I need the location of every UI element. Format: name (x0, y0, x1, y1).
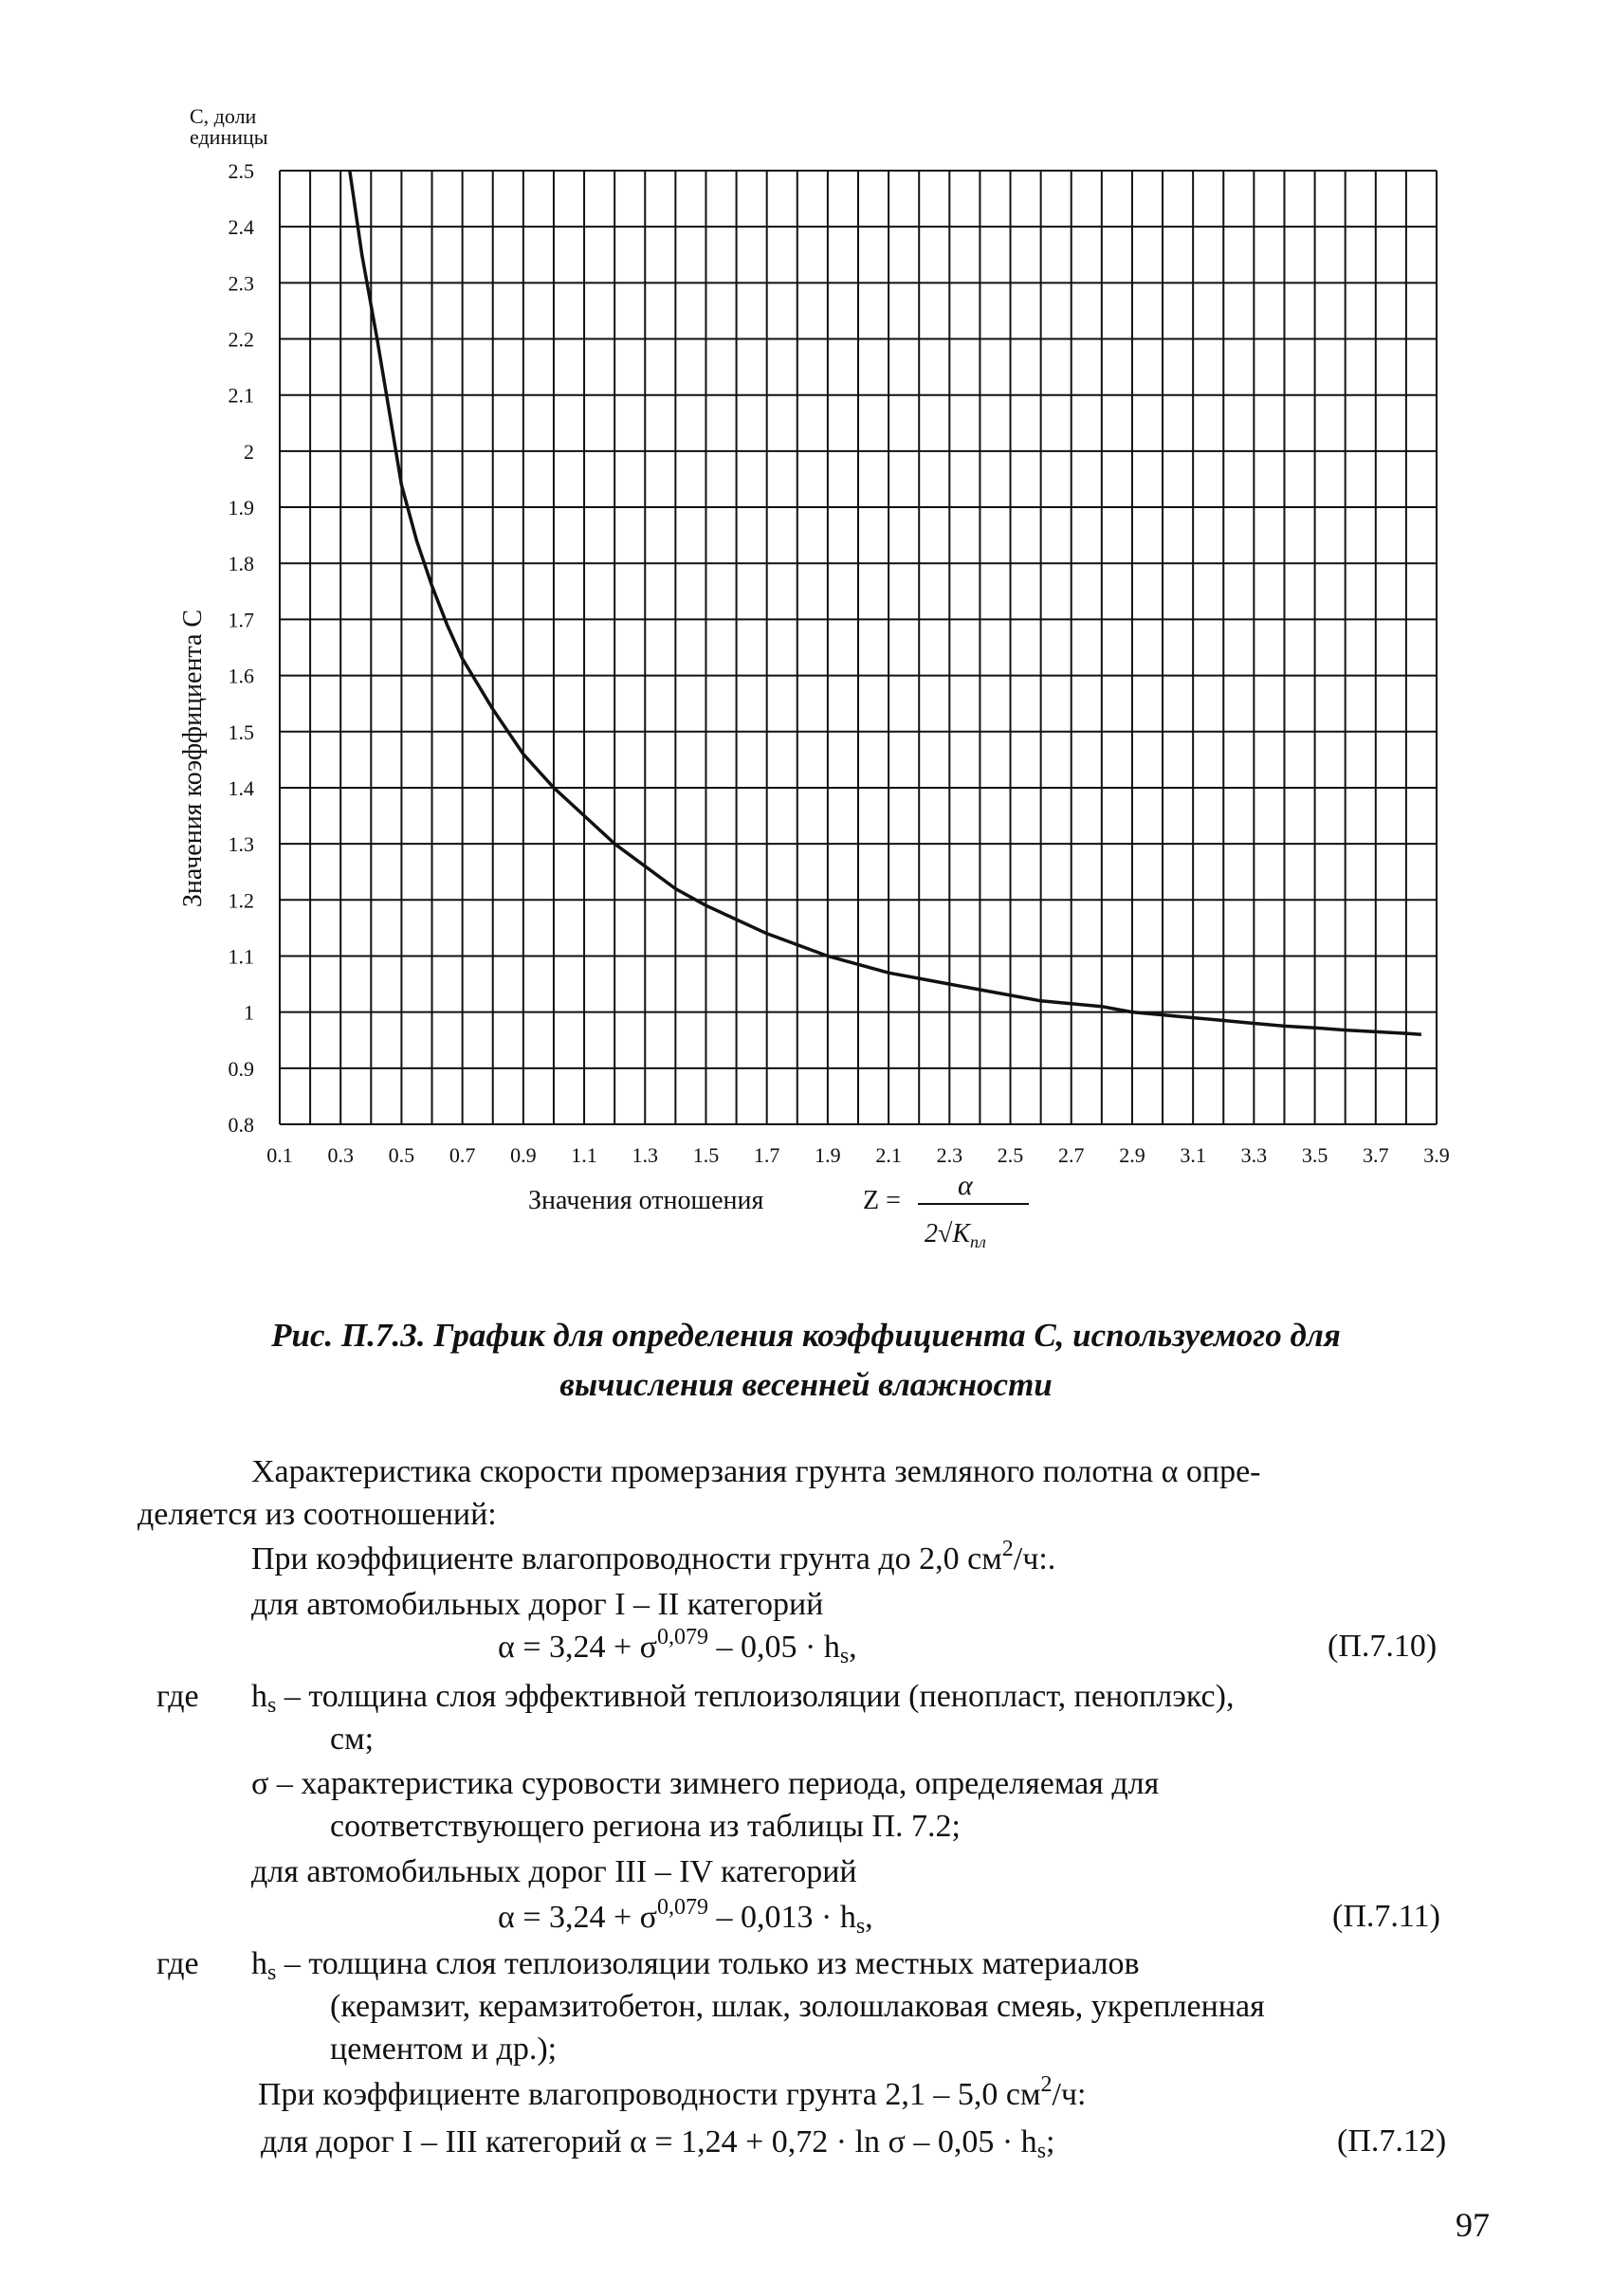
where-label: где (156, 1946, 199, 1981)
x-formula-lhs: Z = (863, 1186, 901, 1215)
x-formula-denominator: $2√K_{пл}$ (925, 1219, 986, 1251)
chart-grid (280, 171, 1437, 1124)
equation-p7-10: $\alpha = 3,24 + \sigma^{0,079} - 0,05$ · hs, (498, 1625, 857, 1668)
x-tick-label: 2.5 (997, 1143, 1024, 1167)
x-tick-label: 0.9 (510, 1143, 537, 1167)
paragraph-line: для автомобильных дорог III – IV категорий (251, 1854, 857, 1889)
definition-line: цементом и др.); (330, 2032, 558, 2067)
y-unit-label: С, доли единицы (190, 104, 268, 149)
x-tick-label: 2.3 (936, 1143, 963, 1167)
y-tick-label: 1.2 (228, 888, 254, 913)
y-tick-label: 1.7 (228, 608, 254, 632)
y-tick-label: 0.8 (228, 1113, 254, 1137)
x-tick-label: 2.7 (1057, 1143, 1085, 1167)
y-tick-label: 2.4 (228, 215, 254, 240)
y-tick-label: 2.2 (228, 327, 254, 352)
x-tick-label: 1.3 (632, 1143, 659, 1167)
x-tick-label: 3.7 (1363, 1143, 1389, 1167)
paragraph-line: для автомобильных дорог I – II категорий (251, 1587, 824, 1622)
x-tick-label: 1.1 (571, 1143, 597, 1167)
x-tick-label: 2.1 (875, 1143, 902, 1167)
y-tick-label: 1.9 (228, 496, 254, 520)
paragraph-line: Характеристика скорости промерзания грунта земляного полотна α опре- (251, 1454, 1261, 1489)
x-tick-label: 1.9 (815, 1143, 841, 1167)
y-tick-label: 2.1 (228, 383, 254, 408)
x-tick-label: 1.5 (692, 1143, 720, 1167)
definition-hs: hs – толщина слоя эффективной теплоизоляции (пенопласт, пеноплэкс), (251, 1679, 1235, 1718)
equation-number: (П.7.12) (1337, 2123, 1447, 2159)
x-tick-label: 1.7 (753, 1143, 780, 1167)
paragraph-line: деляется из соотношений: (137, 1497, 497, 1532)
x-tick-label: 0.1 (266, 1143, 293, 1167)
series-line (350, 171, 1421, 1034)
definition-line: см; (330, 1722, 375, 1757)
y-tick-label: 1.5 (228, 720, 254, 744)
y-axis-label: Значения коэффициента С (178, 609, 208, 908)
figure-caption: Рис. П.7.3. График для определения коэффициента С, используемого для вычисления весенней влажности (271, 1317, 1341, 1403)
y-tick-label: 2 (244, 439, 254, 464)
definition-hs: hs – толщина слоя теплоизоляции только из местных материалов (251, 1946, 1140, 1985)
y-tick-label: 1.8 (228, 552, 254, 576)
equation-p7-11: $\alpha = 3,24 + \sigma^{0,079} - 0,013$ · hs, (498, 1895, 873, 1939)
y-tick-label: 2.3 (228, 271, 254, 296)
page-number: 97 (1456, 2206, 1490, 2244)
x-tick-label: 3.9 (1423, 1143, 1450, 1167)
paragraph-line: При коэффициенте влагопроводности грунта 2,1 – 5,0 $см^2/ч$: (258, 2072, 1087, 2112)
x-tick-label: 0.7 (449, 1143, 476, 1167)
x-tick-label: 0.5 (388, 1143, 415, 1167)
paragraph-line: При коэффициенте влагопроводности грунта до 2,0 $см^2/ч$:. (251, 1537, 1056, 1576)
y-tick-label: 1.3 (228, 832, 254, 857)
x-tick-label: 3.3 (1240, 1143, 1268, 1167)
y-tick-labels (229, 159, 255, 1137)
x-tick-label: 3.1 (1180, 1143, 1206, 1167)
y-tick-label: 1 (244, 1000, 254, 1025)
y-tick-label: 1.6 (228, 664, 254, 688)
y-tick-label: 0.9 (228, 1056, 254, 1081)
y-tick-label: 1.1 (228, 944, 254, 969)
x-tick-label: 2.9 (1119, 1143, 1145, 1167)
x-tick-label: 0.3 (327, 1143, 354, 1167)
x-tick-labels (266, 1143, 1450, 1167)
y-tick-label: 2.5 (228, 159, 254, 183)
x-tick-label: 3.5 (1301, 1143, 1328, 1167)
where-label: где (156, 1679, 199, 1714)
definition-sigma: σ – характеристика суровости зимнего периода, определяемая для (251, 1766, 1160, 1801)
definition-line: соответствующего региона из таблицы П. 7.2; (330, 1809, 961, 1844)
x-axis-label: Значения отношения (528, 1186, 764, 1215)
equation-number: (П.7.11) (1332, 1899, 1440, 1934)
equation-p7-12: для дорог I – III категорий α = 1,24 + 0,72 · ln σ – 0,05 · hs; (261, 2124, 1055, 2163)
definition-line: (керамзит, керамзитобетон, шлак, золошлаковая смеяь, укрепленная (330, 1989, 1265, 2024)
equation-number: (П.7.10) (1328, 1629, 1438, 1664)
y-tick-label: 1.4 (228, 775, 254, 800)
x-formula-numerator: α (958, 1170, 973, 1201)
